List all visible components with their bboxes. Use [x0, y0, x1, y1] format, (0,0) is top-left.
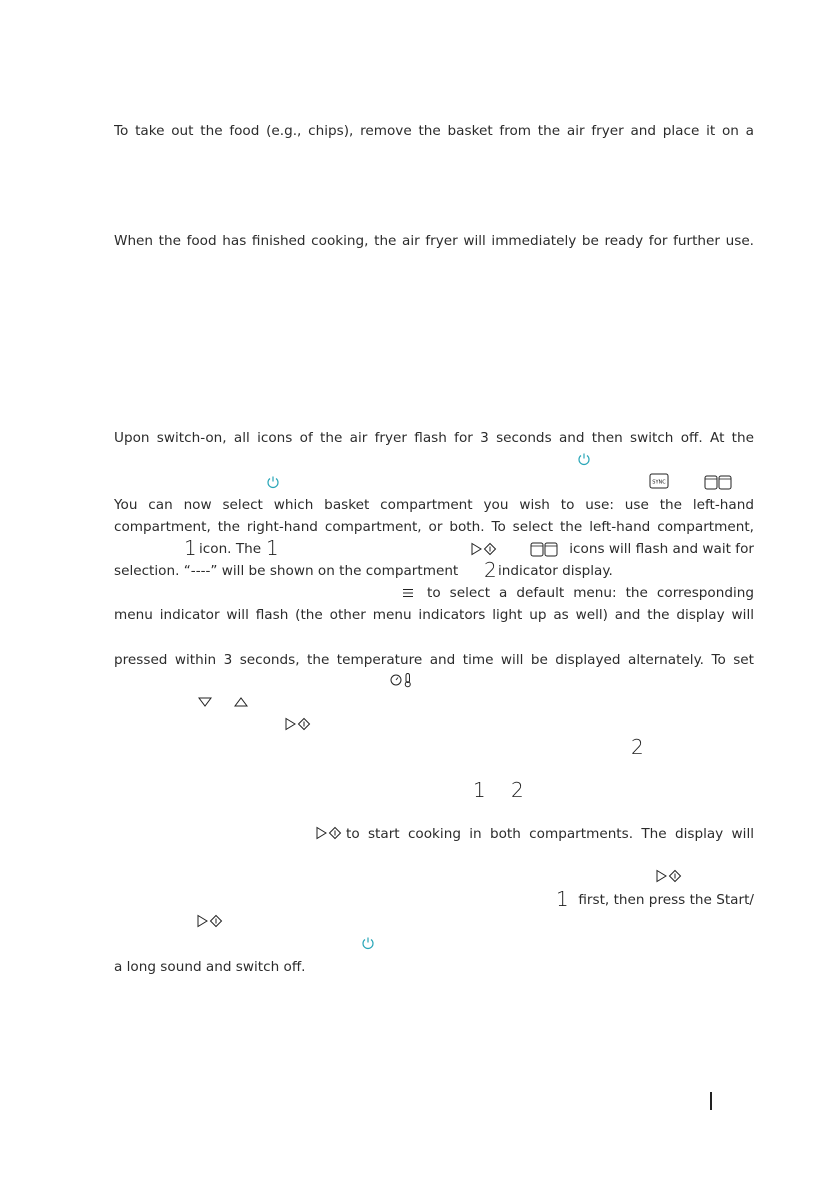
- page-number-separator: [710, 1092, 712, 1110]
- paragraph-fragment: icons will flash and wait for: [569, 541, 754, 557]
- paragraph-fragment: icon. The: [199, 541, 262, 557]
- paragraph-fragment: selection. “----” will be shown on the compartment: [114, 563, 459, 579]
- paragraph-line: You can now select which basket compartment you wish to use: use the left-hand: [114, 497, 754, 513]
- paragraph-fragment: indicator display.: [498, 563, 613, 579]
- power-icon: [577, 452, 591, 466]
- up-arrow-icon: [234, 696, 248, 708]
- paragraph-fragment: to select a default menu: the corresponding: [427, 585, 754, 601]
- start-pause-icon: [284, 717, 312, 731]
- svg-text:SYNC: SYNC: [652, 479, 666, 486]
- start-pause-icon: [315, 826, 343, 840]
- dual-basket-icon: [530, 539, 558, 557]
- paragraph-fragment: to start cooking in both compartments. The display will: [346, 826, 754, 842]
- compartment-1-icon: 1: [266, 536, 279, 560]
- paragraph-line: pressed within 3 seconds, the temperature and time will be displayed alternately. To set: [114, 652, 754, 668]
- compartment-1-icon: 1: [473, 778, 486, 802]
- paragraph-fragment: first, then press the Start/: [578, 892, 754, 908]
- paragraph-line: Upon switch-on, all icons of the air fryer flash for 3 seconds and then switch off. At the: [114, 430, 754, 446]
- timer-temperature-icon: [389, 672, 415, 688]
- paragraph-line: a long sound and switch off.: [114, 959, 306, 975]
- compartment-2-icon: 2: [484, 558, 497, 582]
- dual-basket-icon: [704, 472, 732, 490]
- sync-icon: [648, 472, 670, 490]
- power-icon: [361, 936, 375, 950]
- menu-icon: [401, 586, 415, 600]
- power-icon: [266, 475, 280, 489]
- compartment-2-icon: 2: [631, 735, 644, 759]
- paragraph-line: When the food has finished cooking, the air fryer will immediately be ready for further use.: [114, 233, 754, 249]
- compartment-1-icon: 1: [556, 887, 569, 911]
- start-pause-icon: [655, 869, 683, 883]
- start-pause-icon: [196, 914, 224, 928]
- start-pause-icon: [470, 542, 498, 556]
- compartment-2-icon: 2: [511, 778, 524, 802]
- compartment-1-icon: 1: [184, 536, 197, 560]
- paragraph-line: To take out the food (e.g., chips), remove the basket from the air fryer and place it on a: [114, 123, 754, 139]
- down-arrow-icon: [198, 696, 212, 708]
- paragraph-line: compartment, the right-hand compartment, or both. To select the left-hand compartment,: [114, 519, 754, 535]
- paragraph-line: menu indicator will flash (the other menu indicators light up as well) and the display will: [114, 607, 754, 623]
